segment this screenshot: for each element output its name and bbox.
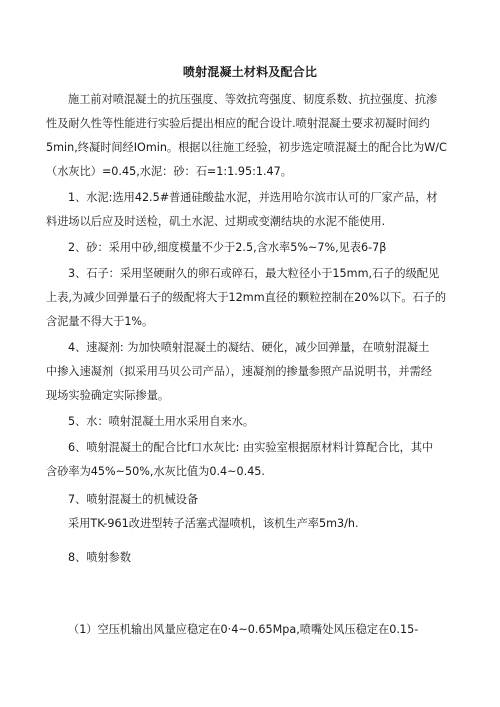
text-line: 现场实验确定实际掺量。	[46, 389, 170, 402]
item-accelerator	[46, 336, 466, 408]
item-spray-params-heading	[46, 546, 466, 570]
intro-paragraph	[46, 88, 466, 184]
item-aggregate	[46, 262, 466, 334]
text-line: 8、喷射参数	[68, 551, 132, 564]
text-line: 7、喷射混凝土的机械设备	[68, 493, 199, 506]
text-line: 性及耐久性等性能进行实验后提出相应的配合设计.喷射混凝土要求初凝时间约	[46, 117, 430, 130]
text-line: （水灰比）=0.45,水泥：砂：石=1:1.95:1.47。	[46, 165, 292, 178]
item-cement	[46, 186, 466, 234]
item-equipment-heading	[46, 488, 466, 512]
item-water	[46, 410, 466, 434]
text-line: 上表,为减少回弹量石子的级配将大于12mm直径的颗粒控制在20%以下。石子的	[46, 291, 447, 304]
item-sand	[46, 236, 466, 260]
text-line: 中掺入速凝剂（拟采用马贝公司产品），速凝剂的掺量参照产品说明书，并需经	[46, 365, 432, 378]
text-line: 含泥量不得大于1%。	[46, 315, 154, 328]
text-line: 2、砂：采用中砂,细度模量不少于2.5,含水率5%~7%,见表6-7β	[68, 241, 387, 254]
text-line: 6、喷射混凝土的配合比f口水灰比: 由实验室根据原材料计算配合比，其中	[68, 441, 434, 454]
equipment-text	[46, 512, 466, 536]
param-1	[46, 618, 466, 642]
text-line: 5min,终凝时间经IOmin。根据以往施工经验，初步选定喷混凝土的配合比为W/C	[46, 141, 447, 154]
text-line: 1、水泥:选用42.5#普通硅酸盐水泥，并选用哈尔滨市认可的厂家产品，材	[68, 191, 438, 204]
item-mix-ratio	[46, 436, 466, 484]
text-line: 5、水：喷射混凝土用水采用自来水。	[68, 415, 255, 428]
text-line: 3、石子：采用坚硬耐久的卵石或碎石，最大粒径小于15mm,石子的级配见	[68, 267, 440, 280]
text-line: （1）空压机输出风量应稳定在0·4~0.65Mpa,喷嘴处风压稳定在0.15-	[68, 623, 419, 636]
text-line: 施工前对喷混凝土的抗压强度、等效抗弯强度、韧度系数、抗拉强度、抗渗	[68, 93, 438, 106]
text-line: 含砂率为45%~50%,水灰比值为0.4~0.45.	[46, 465, 265, 478]
text-line: 料进场以后应及时送检，矶土水泥、过期或变潮结块的水泥不能使用.	[46, 215, 386, 228]
text-line: 4、速凝剂: 为加快喷射混凝土的凝结、硬化，减少回弹量，在喷射混凝土	[68, 341, 430, 354]
document-title: 喷射混凝土材料及配合比	[182, 65, 318, 79]
text-line: 采用TK-961改进型转子活塞式湿喷机，该机生产率5m3/h.	[68, 517, 359, 530]
